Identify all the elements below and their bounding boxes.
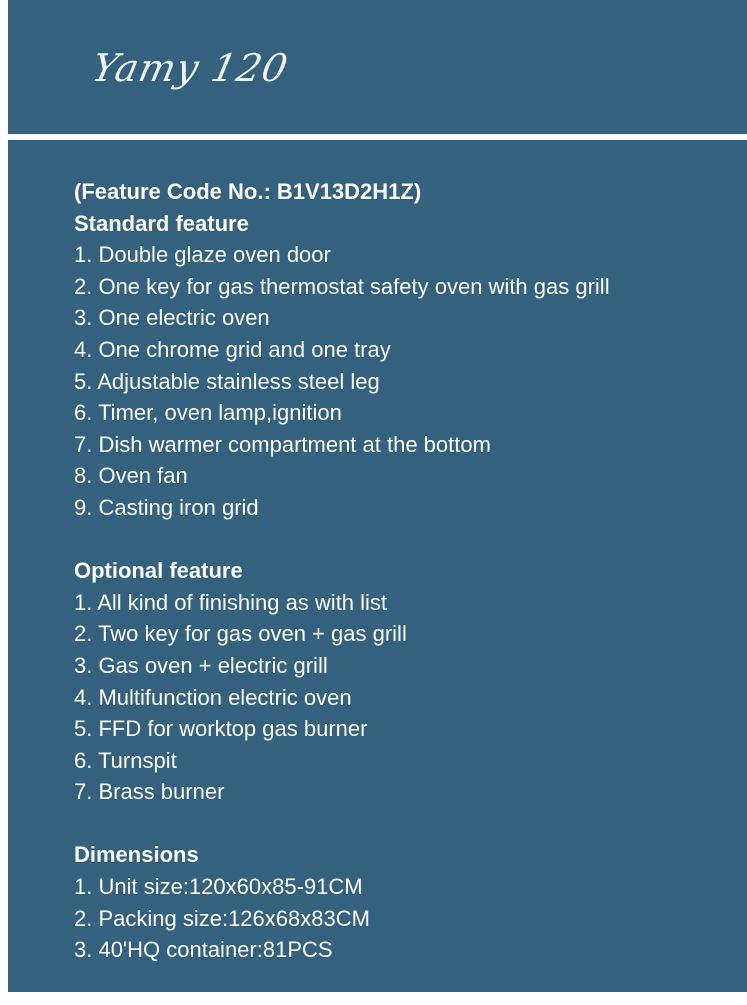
optional-feature-item: 7. Brass burner [74,779,225,805]
optional-feature-item: 1. All kind of finishing as with list [74,589,388,615]
standard-feature-item: 7. Dish warmer compartment at the bottom [74,431,491,457]
standard-feature-item: 6. Timer, oven lamp,ignition [74,400,342,426]
optional-feature-item: 5. FFD for worktop gas burner [74,716,368,742]
feature-code: (Feature Code No.: B1V13D2H1Z) [74,179,422,204]
optional-feature-item: 6. Turnspit [74,747,177,773]
standard-feature-item: 1. Double glaze oven door [74,242,331,268]
standard-feature-item: 8. Oven fan [74,463,188,489]
standard-feature-heading: Standard feature [74,210,249,236]
optional-feature-item: 4. Multifunction electric oven [74,684,352,710]
standard-feature-item: 2. One key for gas thermostat safety oven with gas grill [74,273,610,299]
spec-sheet [74,176,734,966]
section-spacer [74,524,734,556]
dimension-item: 3. 40'HQ container:81PCS [74,937,333,963]
dimension-item: 1. Unit size:120x60x85-91CM [74,874,363,900]
optional-feature-heading: Optional feature [74,558,243,584]
standard-feature-item: 4. One chrome grid and one tray [74,336,391,362]
dimensions-heading: Dimensions [74,842,199,868]
standard-feature-item: 5. Adjustable stainless steel leg [74,368,380,394]
optional-feature-item: 3. Gas oven + electric grill [74,652,328,678]
section-spacer [74,808,734,840]
brand-title: Yamy 120 [88,46,293,90]
dimension-item: 2. Packing size:126x68x83CM [74,905,370,931]
standard-feature-item: 9. Casting iron grid [74,494,259,520]
standard-feature-item: 3. One electric oven [74,305,270,331]
optional-feature-item: 2. Two key for gas oven + gas grill [74,621,407,647]
